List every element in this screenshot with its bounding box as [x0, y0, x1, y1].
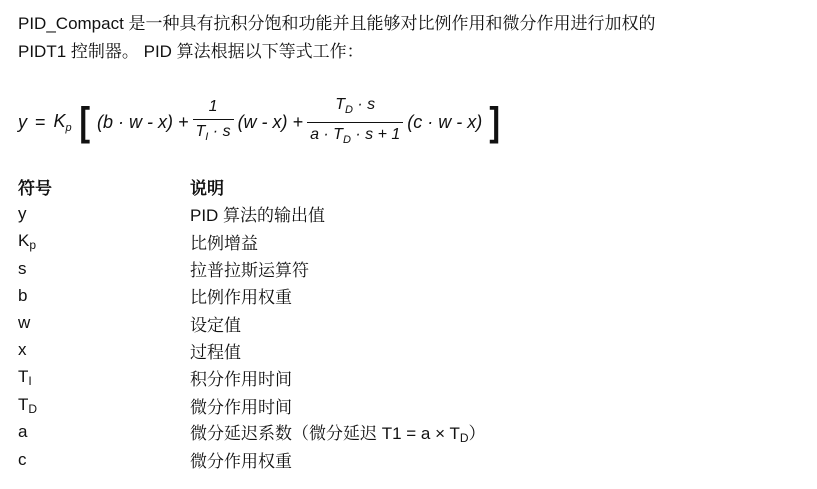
table-row: [18, 337, 798, 364]
description-cell: 拉普拉斯运算符: [190, 261, 309, 281]
description-cell: 微分作用权重: [190, 452, 292, 472]
table-row: [18, 309, 798, 336]
table-row: [18, 228, 798, 255]
table-row: [18, 200, 798, 227]
description-cell: 微分延迟系数（微分延迟 $T1 = a \times T_D$）: [190, 424, 486, 446]
description-cell: 积分作用时间: [190, 370, 292, 390]
formula-equals: =: [35, 111, 46, 132]
intro-line-2: PIDT1 控制器。 PID 算法根据以下等式工作：: [18, 42, 364, 61]
pid-formula: [18, 88, 508, 156]
symbol-cell: $T_D$: [18, 394, 38, 416]
formula-output: y: [18, 111, 27, 132]
description-cell: 设定值: [190, 315, 241, 335]
table-row: [18, 391, 798, 418]
table-row: [18, 255, 798, 282]
description-cell: 比例作用权重: [190, 288, 292, 308]
header-symbol: 符号: [18, 179, 52, 199]
symbol-cell: b: [18, 285, 28, 305]
symbol-cell: $T_I$: [18, 367, 32, 389]
table-row: [18, 419, 798, 446]
symbol-cell: $K_p$: [18, 230, 37, 252]
description-cell: 微分作用时间: [190, 397, 292, 417]
table-header: [18, 173, 798, 200]
description-cell: 比例增益: [190, 233, 258, 253]
description-cell: 过程值: [190, 342, 241, 362]
formula-fraction-integral: $\frac{1}{T_I \cdot s}$: [193, 97, 234, 147]
symbol-cell: y: [18, 203, 27, 223]
description-cell: PID 算法的输出值: [190, 206, 326, 226]
table-row: [18, 364, 798, 391]
formula-term-3: (c · w - x): [407, 111, 483, 132]
symbol-cell: w: [18, 313, 31, 333]
formula-left-bracket: [: [78, 100, 90, 144]
table-row: [18, 282, 798, 309]
formula-gain: $K_p$: [53, 110, 72, 134]
intro-line-1: PID_Compact 是一种具有抗积分饱和功能并且能够对比例作用和微分作用进行加权的: [18, 14, 656, 33]
symbol-cell: a: [18, 422, 28, 442]
formula-term-1: (b · w - x) +: [96, 111, 189, 132]
formula-right-bracket: ]: [489, 100, 501, 144]
formula-fraction-derivative: $\frac{T_D \cdot s}{a \cdot T_D \cdot s + 1}$: [307, 95, 403, 150]
symbol-cell: s: [18, 258, 27, 278]
formula-term-2: (w - x) +: [237, 111, 304, 132]
symbol-cell: x: [18, 340, 27, 360]
table-row: [18, 446, 798, 473]
intro-paragraph: [18, 10, 813, 66]
header-description: 说明: [190, 179, 224, 199]
symbol-cell: c: [18, 449, 27, 469]
symbol-table: [18, 173, 798, 473]
